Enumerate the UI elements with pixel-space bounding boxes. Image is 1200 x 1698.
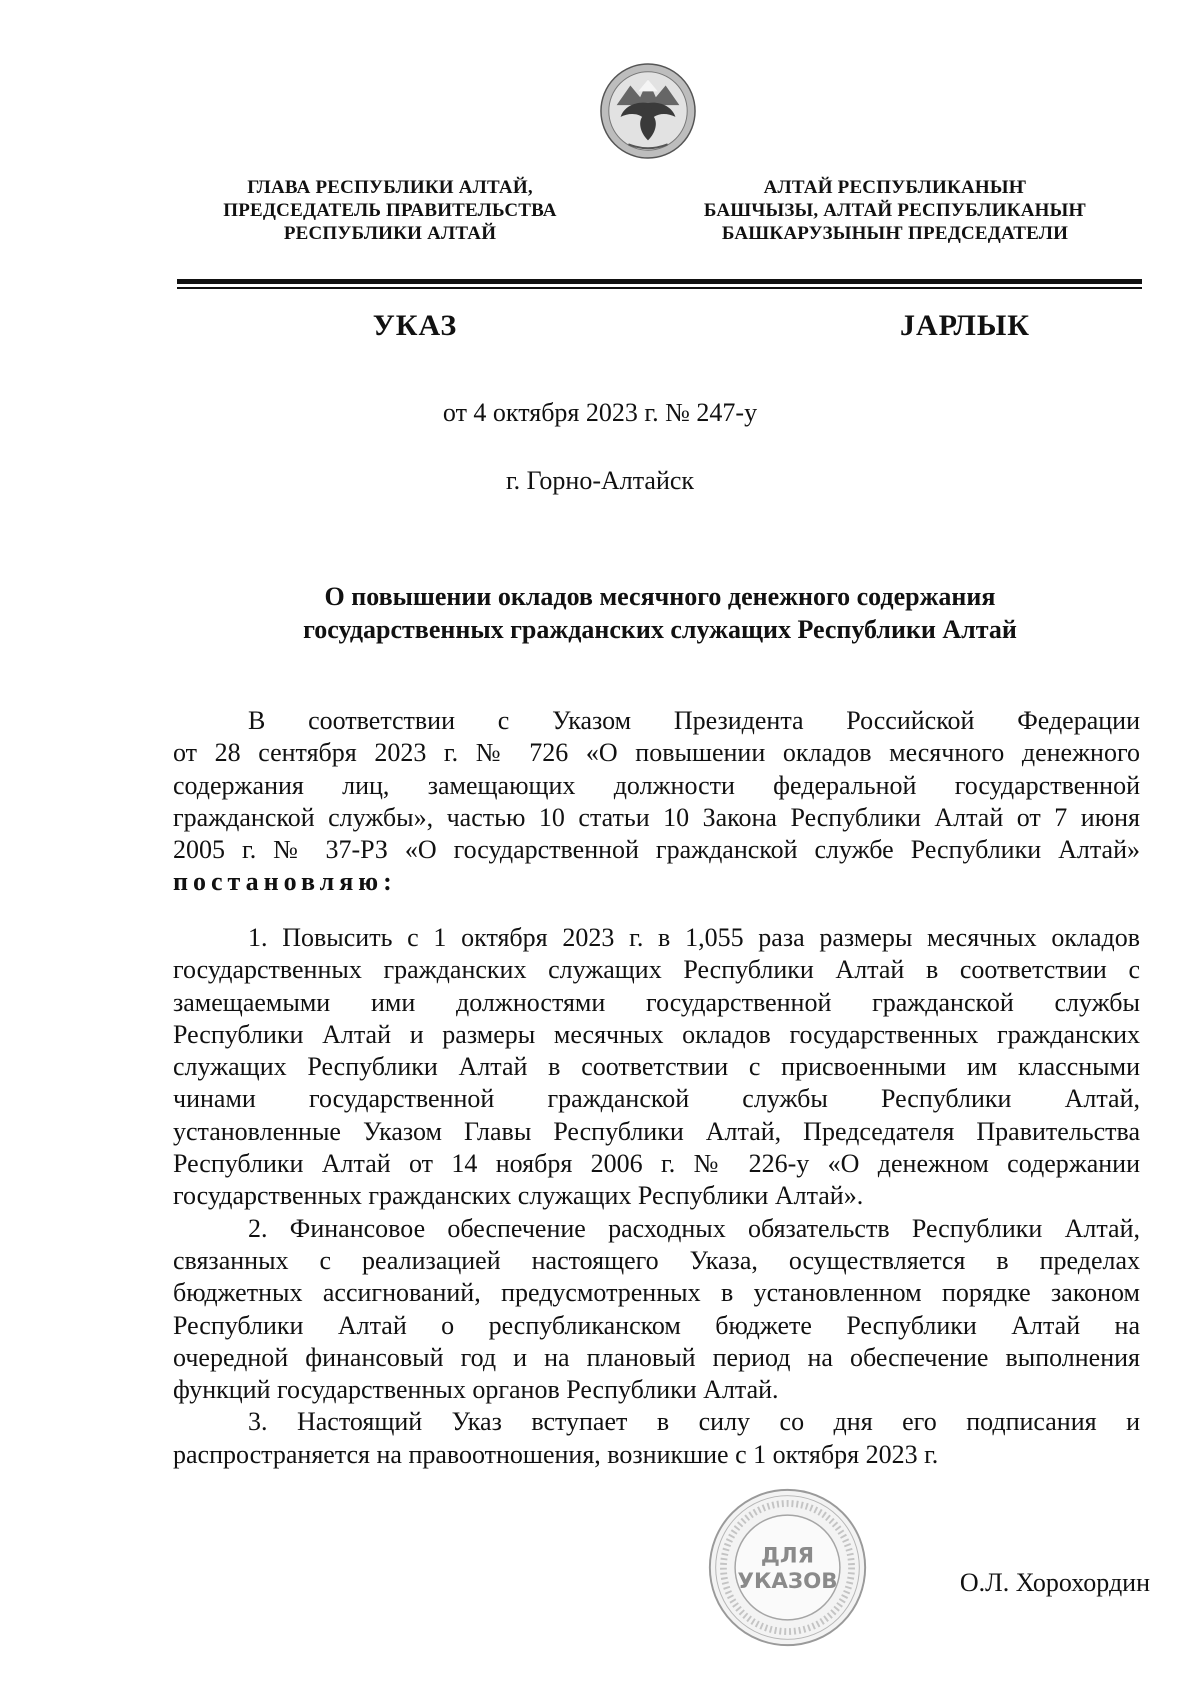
decree-title	[170, 580, 1150, 646]
header-divider-thin	[177, 287, 1142, 289]
header-right	[680, 176, 1110, 245]
item-2-line: Республики Алтай о республиканском бюджете Республики Алтай на	[173, 1310, 1140, 1340]
item-1-line: чинами государственной гражданской службы Республики Алтай,	[173, 1084, 1140, 1114]
item-1-line: 1. Повысить с 1 октября 2023 г. в 1,055 раза размеры месячных окладов	[248, 923, 1140, 952]
seal-text-line1: ДЛЯ	[760, 1543, 815, 1569]
decree-items	[173, 922, 1140, 1471]
item-2-line: связанных с реализацией настоящего Указа, осуществляется в пределах	[173, 1245, 1140, 1275]
item-1-line: Республики Алтай и размеры месячных окладов государственных гражданских	[173, 1019, 1140, 1049]
item-3-line: распространяется на правоотношения, возникшие с 1 октября 2023 г.	[173, 1439, 939, 1469]
item-2-line: 2. Финансовое обеспечение расходных обязательств Республики Алтай,	[248, 1213, 1140, 1243]
item-1-line: государственных гражданских служащих Республики Алтай».	[173, 1181, 864, 1211]
preamble-line: 2005 г. № 37-РЗ «О государственной гражданской службе Республики Алтай»	[173, 835, 1140, 865]
title-line: О повышении окладов месячного денежного содержания	[324, 582, 996, 611]
item-1-line: государственных гражданских служащих Республики Алтай в соответствии с	[173, 955, 1140, 985]
decree-city: г. Горно-Алтайск	[505, 466, 695, 495]
preamble-line: содержания лиц, замещающих должности федеральной государственной	[173, 770, 1140, 800]
seal-text-line2: УКАЗОВ	[737, 1568, 838, 1594]
title-line: государственных гражданских служащих Республики Алтай	[303, 615, 1017, 644]
decree-heading-alt: ЈАРЛЫК	[899, 309, 1031, 342]
coat-of-arms-emblem	[599, 62, 697, 160]
header-left-line: РЕСПУБЛИКИ АЛТАЙ	[283, 223, 497, 244]
item-1-line: замещаемыми ими должностями государственной гражданской службы	[173, 987, 1140, 1017]
item-2-line: бюджетных ассигнований, предусмотренных в установленном порядке законом	[173, 1278, 1140, 1308]
decree-resolution-word: постановляю:	[173, 867, 397, 897]
header-left-line: ПРЕДСЕДАТЕЛЬ ПРАВИТЕЛЬСТВА	[223, 200, 557, 221]
item-1-line: служащих Республики Алтай в соответствии с присвоенными им классными	[173, 1052, 1140, 1082]
header-right-line: БАШЧЫЗЫ, АЛТАЙ РЕСПУБЛИКАНЫҤ	[703, 200, 1087, 221]
item-2-line: очередной финансовый год и на плановый период на обеспечение выполнения	[173, 1342, 1140, 1372]
item-1-line: Республики Алтай от 14 ноября 2006 г. № 226-у «О денежном содержании	[173, 1149, 1140, 1179]
preamble-line: гражданской службы», частью 10 статьи 10 Закона Республики Алтай от 7 июня	[173, 802, 1140, 832]
header-right-line: БАШКАРУЗЫНЫҤ ПРЕДСЕДАТЕЛИ	[721, 223, 1069, 244]
signatory-name: О.Л. Хорохордин	[959, 1568, 1150, 1597]
for-decrees-seal	[705, 1485, 870, 1650]
preamble-line: от 28 сентября 2023 г. № 726 «О повышении окладов месячного денежного	[173, 738, 1140, 768]
preamble-line: В соответствии с Указом Президента Российской Федерации	[248, 706, 1140, 735]
item-1-line: установленные Указом Главы Республики Алтай, Председателя Правительства	[173, 1116, 1140, 1146]
header-right-line: АЛТАЙ РЕСПУБЛИКАНЫҤ	[763, 177, 1027, 198]
decree-date-number: от 4 октября 2023 г. № 247-у	[442, 398, 758, 427]
header-divider-thick	[177, 279, 1142, 284]
decree-heading-ru: УКАЗ	[372, 309, 458, 342]
item-3-line: 3. Настоящий Указ вступает в силу со дня его подписания и	[248, 1407, 1140, 1437]
preamble	[173, 705, 1140, 899]
item-2-line: функций государственных органов Республики Алтай.	[173, 1375, 779, 1405]
header-left	[180, 176, 600, 245]
header-left-line: ГЛАВА РЕСПУБЛИКИ АЛТАЙ,	[247, 177, 533, 198]
